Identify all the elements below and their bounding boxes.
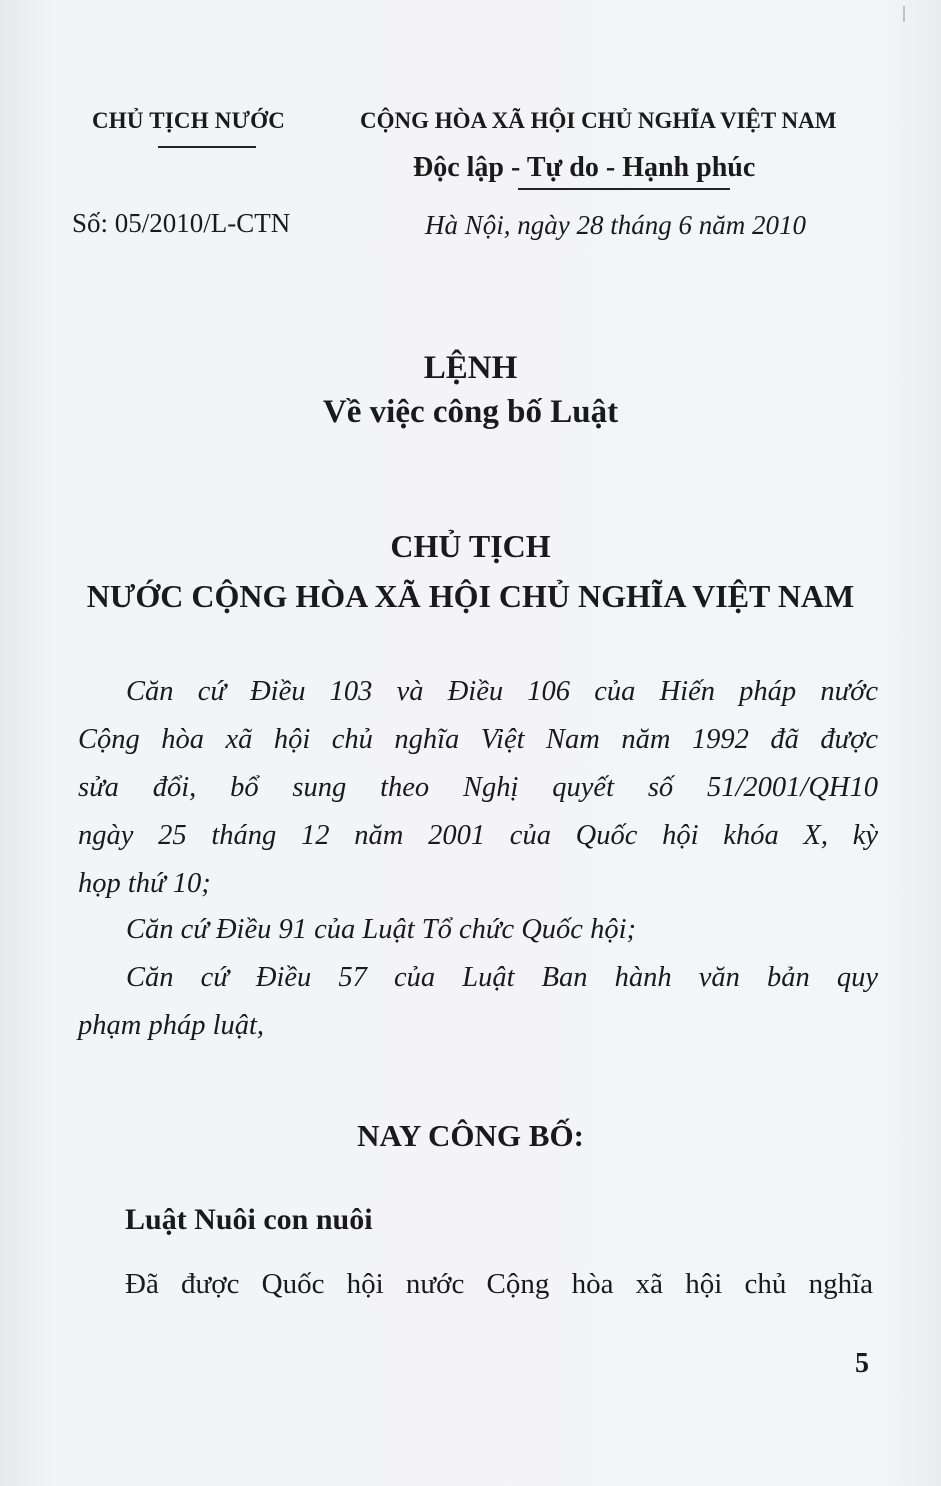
basis-line: Căn cứ Điều 91 của Luật Tổ chức Quốc hội; bbox=[126, 914, 636, 945]
law-name: Luật Nuôi con nuôi bbox=[125, 1203, 373, 1236]
proclamation-heading: NAY CÔNG BỐ: bbox=[357, 1118, 584, 1153]
page-edge-mark bbox=[903, 6, 905, 22]
national-motto: Độc lập - Tự do - Hạnh phúc bbox=[413, 152, 756, 183]
adopted-statement: Đã được Quốc hội nước Cộng hòa xã hội chủ nghĩa bbox=[125, 1268, 873, 1300]
basis-line: Căn cứ Điều 57 của Luật Ban hành văn bản quy bbox=[126, 962, 878, 993]
basis-line: ngày 25 tháng 12 năm 2001 của Quốc hội khóa X, kỳ bbox=[78, 820, 878, 851]
order-title: LỆNH bbox=[423, 350, 518, 386]
issuing-authority: CHỦ TỊCH NƯỚC bbox=[92, 108, 286, 133]
basis-line: họp thứ 10; bbox=[78, 868, 211, 899]
place-and-date: Hà Nội, ngày 28 tháng 6 năm 2010 bbox=[425, 210, 806, 240]
authority-heading-line1: CHỦ TỊCH bbox=[390, 528, 551, 564]
motto-underline bbox=[518, 188, 730, 190]
issuing-authority-underline bbox=[158, 146, 256, 148]
authority-heading-line2: NƯỚC CỘNG HÒA XÃ HỘI CHỦ NGHĨA VIỆT NAM bbox=[86, 578, 855, 614]
national-title: CỘNG HÒA XÃ HỘI CHỦ NGHĨA VIỆT NAM bbox=[360, 108, 837, 133]
basis-line: sửa đổi, bổ sung theo Nghị quyết số 51/2001/QH10 bbox=[78, 772, 878, 803]
document-number: Số: 05/2010/L-CTN bbox=[72, 208, 291, 238]
legal-basis-assembly-law bbox=[78, 906, 878, 954]
basis-line: Cộng hòa xã hội chủ nghĩa Việt Nam năm 1992 đã được bbox=[78, 724, 878, 755]
basis-line: phạm pháp luật, bbox=[78, 1010, 265, 1041]
legal-basis-legal-documents-law bbox=[78, 954, 878, 1050]
legal-basis-constitution bbox=[78, 668, 878, 908]
order-subtitle: Về việc công bố Luật bbox=[322, 394, 619, 430]
basis-line: Căn cứ Điều 103 và Điều 106 của Hiến pháp nước bbox=[126, 676, 878, 707]
page-number: 5 bbox=[855, 1348, 869, 1379]
